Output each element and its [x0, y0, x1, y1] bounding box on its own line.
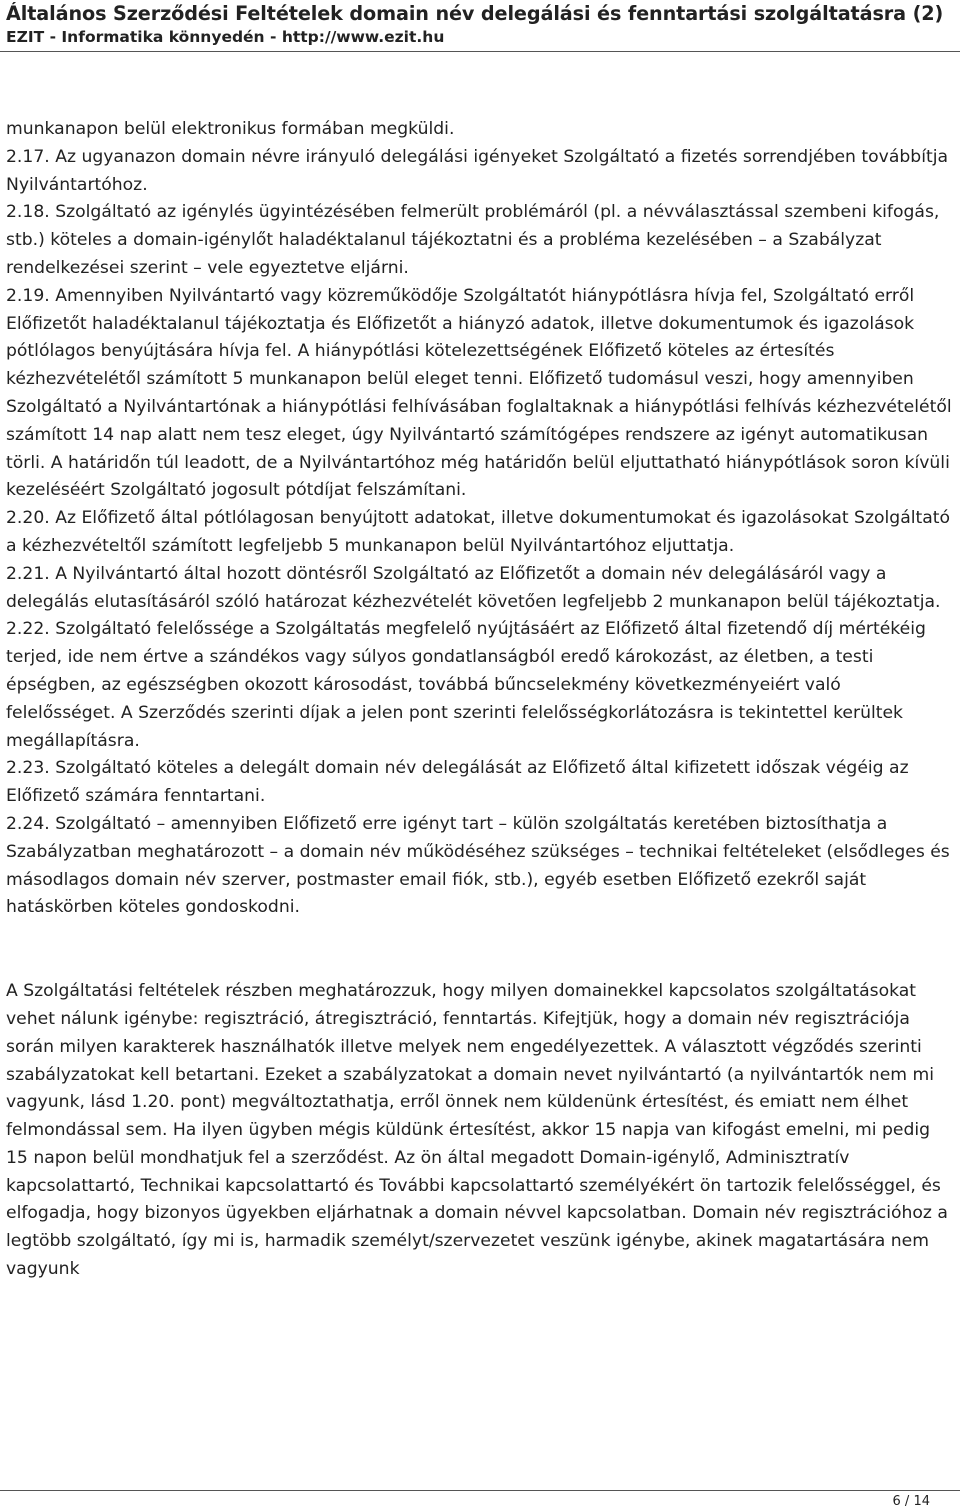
paragraph-2-24: 2.24. Szolgáltató – amennyiben Előfizető erre igényt tart – külön szolgáltatás keretében biztosíthatja a Szabályzatban meghatározott – a domain név működéséhez szükséges – technikai feltételeket (elsődleges és másodlagos domain név szerver, postmaster email fiók, stb.), egyéb esetben Előfizető ezekről saját hatáskörben köteles gondoskodni. [6, 813, 950, 918]
paragraph-2-21: 2.21. A Nyilvántartó által hozott döntésről Szolgáltató az Előfizetőt a domain név delegálásáról vagy a delegálás elutasításáról szóló határozat kézhezvételét követően legfeljebb 2 munkanapon belül tájékoztatja. [6, 563, 941, 612]
paragraph-2-20: 2.20. Az Előfizető által pótlólagosan benyújtott adatokat, illetve dokumentumokat és igazolásokat Szolgáltató a kézhezvételtől számított legfeljebb 5 munkanapon belül Nyilvántartóhoz eljuttatja. [6, 508, 951, 556]
paragraph-continuation: munkanapon belül elektronikus formában megküldi. [6, 119, 455, 139]
page-header [6, 2, 956, 47]
paragraph-2-22: 2.22. Szolgáltató felelőssége a Szolgáltatás megfelelő nyújtásáért az Előfizető által fizetendő díj mértékéig terjed, ide nem értve a szándékos vagy súlyos gondatlanságból eredő károkozást, az életben, a testi épségben, az egészségben okozott károsodást, továbbá bűncselekmény következményeiért való felelősséget. A Szerződés szerinti díjak a jelen pont szerinti felelősségkorlátozásra is tekintettel kerültek megállapításra. [6, 619, 926, 751]
paragraph-2-19: 2.19. Amennyiben Nyilvántartó vagy közreműködője Szolgáltatót hiánypótlásra hívja fel, Szolgáltató erről Előfizetőt haladéktalanul tájékoztatja és Előfizetőt a hiányzó adatok, illetve dokumentumok és igazolások pótlólagos benyújtására hívja fel. A hiánypótlási kötelezettségének Előfizető köteles az értesítés kézhezvételétől számított 5 munkanapon belül eleget tenni. Előfizető tudomásul veszi, hogy amennyiben Szolgáltató a Nyilvántartónak a hiánypótlási felhívásában foglaltaknak a hiánypótlási felhívás kézhezvételétől számított 14 nap alatt nem tesz eleget, úgy Nyilvántartó számítógépes rendszere az igényt automatikusan törli. A határidőn túl leadott, de a Nyilvántartóhoz még határidőn belül eljuttatható hiánypótlások soron kívüli kezeléséért Szolgáltató jogosult pótdíjat felszámítani. [6, 285, 952, 501]
paragraph-2-17: 2.17. Az ugyanazon domain névre irányuló delegálási igényeket Szolgáltató a fizetés sorrendjében továbbítja Nyilvántartóhoz. [6, 146, 949, 195]
summary-paragraph: A Szolgáltatási feltételek részben meghatározzuk, hogy milyen domainekkel kapcsolatos szolgáltatásokat vehet nálunk igénybe: regisztráció, átregisztráció, fenntartás. Kifejtjük, hogy a domain név regisztrációja során milyen karakterek használhatók illetve melyek nem engedélyezettek. A választott végződés szerinti szabályzatokat kell betartani. Ezeket a szabályzatokat a domain nevet nyilvántartó (a nyilvántartók nem mi vagyunk, lásd 1.20. pont) megváltoztathatja, erről önnek nem küldenünk értesítést, és emiatt nem élhet felmondással sem. Ha ilyen ügyben mégis küldünk értesítést, akkor 15 napja van kifogást emelni, mi pedig 15 napon belül mondhatjuk fel a szerződést. Az ön által megadott Domain-igénylő, Adminisztratív kapcsolattartó, Technikai kapcsolattartó és További kapcsolattartó személyékért ön tartozik felelősséggel, és elfogadja, hogy bizonyos ügyekben eljárhatnak a domain névvel kapcsolatban. Domain név regisztrációhoz a legtöbb szolgáltató, így mi is, harmadik személyt/szervezetet veszünk igénybe, akinek magatartására nem vagyunk [6, 981, 948, 1280]
paragraph-2-18: 2.18. Szolgáltató az igénylés ügyintézésében felmerült problémáról (pl. a névválasztással szembeni kifogás, stb.) köteles a domain-igénylőt haladéktalanul tájékoztatni és a probléma kezelésében – a Szabályzat rendelkezései szerint – vele egyeztetve eljárni. [6, 202, 940, 278]
header-divider [0, 51, 960, 52]
document-body [6, 116, 954, 1284]
document-subtitle: EZIT - Informatika könnyedén - http://www.ezit.hu [6, 28, 445, 46]
document-title: Általános Szerződési Feltételek domain név delegálási és fenntartási szolgáltatásra (2) [6, 2, 944, 25]
page-number: 6 / 14 [892, 1494, 930, 1509]
section-gap [6, 922, 954, 978]
paragraph-2-23: 2.23. Szolgáltató köteles a delegált domain név delegálását az Előfizető által kifizetett időszak végéig az Előfizető számára fenntartani. [6, 758, 909, 807]
footer-divider [0, 1490, 960, 1491]
